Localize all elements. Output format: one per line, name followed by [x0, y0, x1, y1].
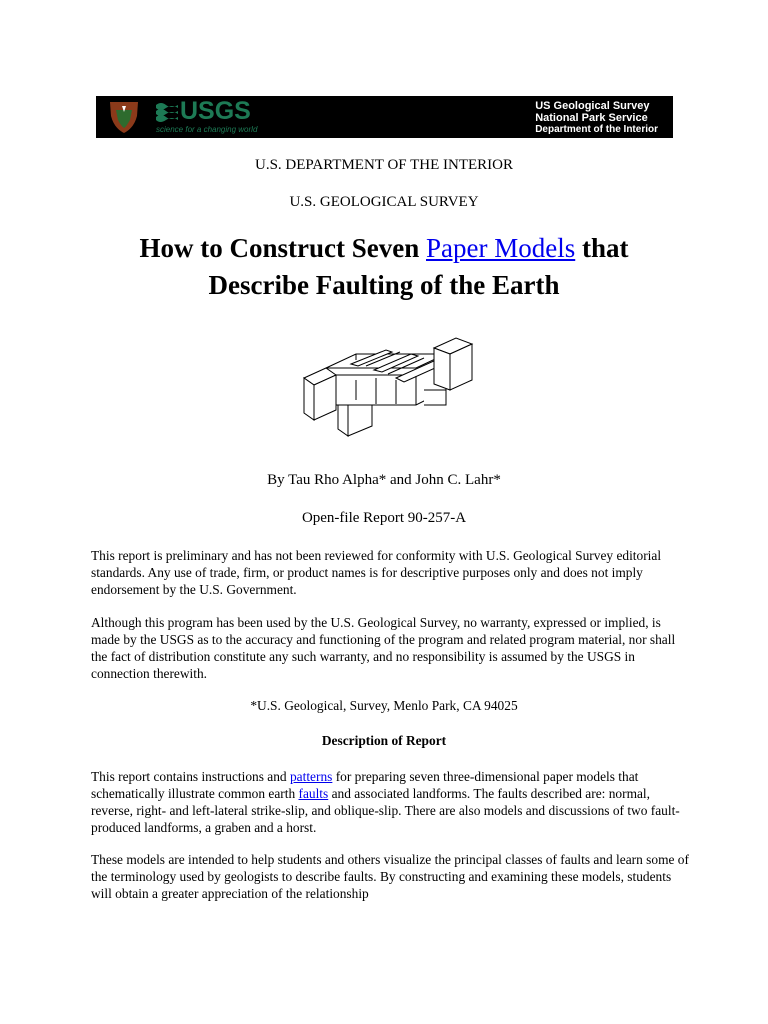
agency-line-usgs: US Geological Survey: [535, 100, 650, 112]
title-text-start: How to Construct Seven: [139, 233, 426, 263]
paper-models-link[interactable]: Paper Models: [426, 233, 576, 263]
description-text-2: for preparing seven three-dimensional paper models that schematically illustrate common earth: [91, 769, 639, 801]
agency-names: [535, 100, 658, 136]
usgs-tagline: science for a changing world: [156, 125, 258, 134]
title-line-2: Describe Faulting of the Earth: [208, 270, 560, 300]
disclaimer-paragraph: This report is preliminary and has not been reviewed for conformity with U.S. Geological Survey editorial standards. Any use of trade, firm, or product names is for descriptive purposes only and does not imply endorsement by the U.S. Government.: [91, 548, 662, 597]
agency-line-doi: Department of the Interior: [535, 124, 658, 135]
usgs-wave-icon: [156, 101, 178, 125]
title-text-end: that: [575, 233, 629, 263]
usgs-wordmark: USGS: [180, 97, 251, 125]
report-number: Open-file Report 90-257-A: [301, 510, 467, 526]
agency-banner: [96, 96, 673, 138]
author-address: *U.S. Geological, Survey, Menlo Park, CA 94025: [250, 698, 518, 713]
agency-line-nps: National Park Service: [535, 112, 648, 124]
patterns-link[interactable]: patterns: [289, 769, 333, 784]
description-paragraph: [91, 768, 691, 836]
description-text-3: and associated landforms. The faults described are: normal, reverse, right- and left-lateral strike-slip, and oblique-slip. There are also models and discussions of two fault-produced landforms, a graben and a horst.: [91, 786, 680, 835]
warranty-paragraph: Although this program has been used by the U.S. Geological Survey, no warranty, expressed or implied, is made by the USGS as to the accuracy and functioning of the program and related program material, nor shall the fact of distribution constitute any such warranty, and no responsibility is assumed by the USGS in connection therewith.: [91, 615, 676, 681]
faults-link[interactable]: faults: [298, 786, 329, 801]
page-title: [0, 230, 768, 304]
intent-paragraph: These models are intended to help students and others visualize the principal classes of faults and learn some of the terminology used by geologists to describe faults. By constructing and examining these models, students will obtain a greater appreciation of the relationship: [91, 852, 689, 901]
authors: By Tau Rho Alpha* and John C. Lahr*: [267, 472, 501, 488]
department-heading: U.S. DEPARTMENT OF THE INTERIOR: [254, 157, 513, 173]
description-heading: Description of Report: [321, 733, 447, 748]
fault-block-model-illustration: [296, 330, 476, 440]
description-text-1: This report contains instructions and: [91, 769, 290, 784]
survey-heading: U.S. GEOLOGICAL SURVEY: [289, 194, 479, 210]
nps-arrowhead-icon: [106, 100, 142, 134]
